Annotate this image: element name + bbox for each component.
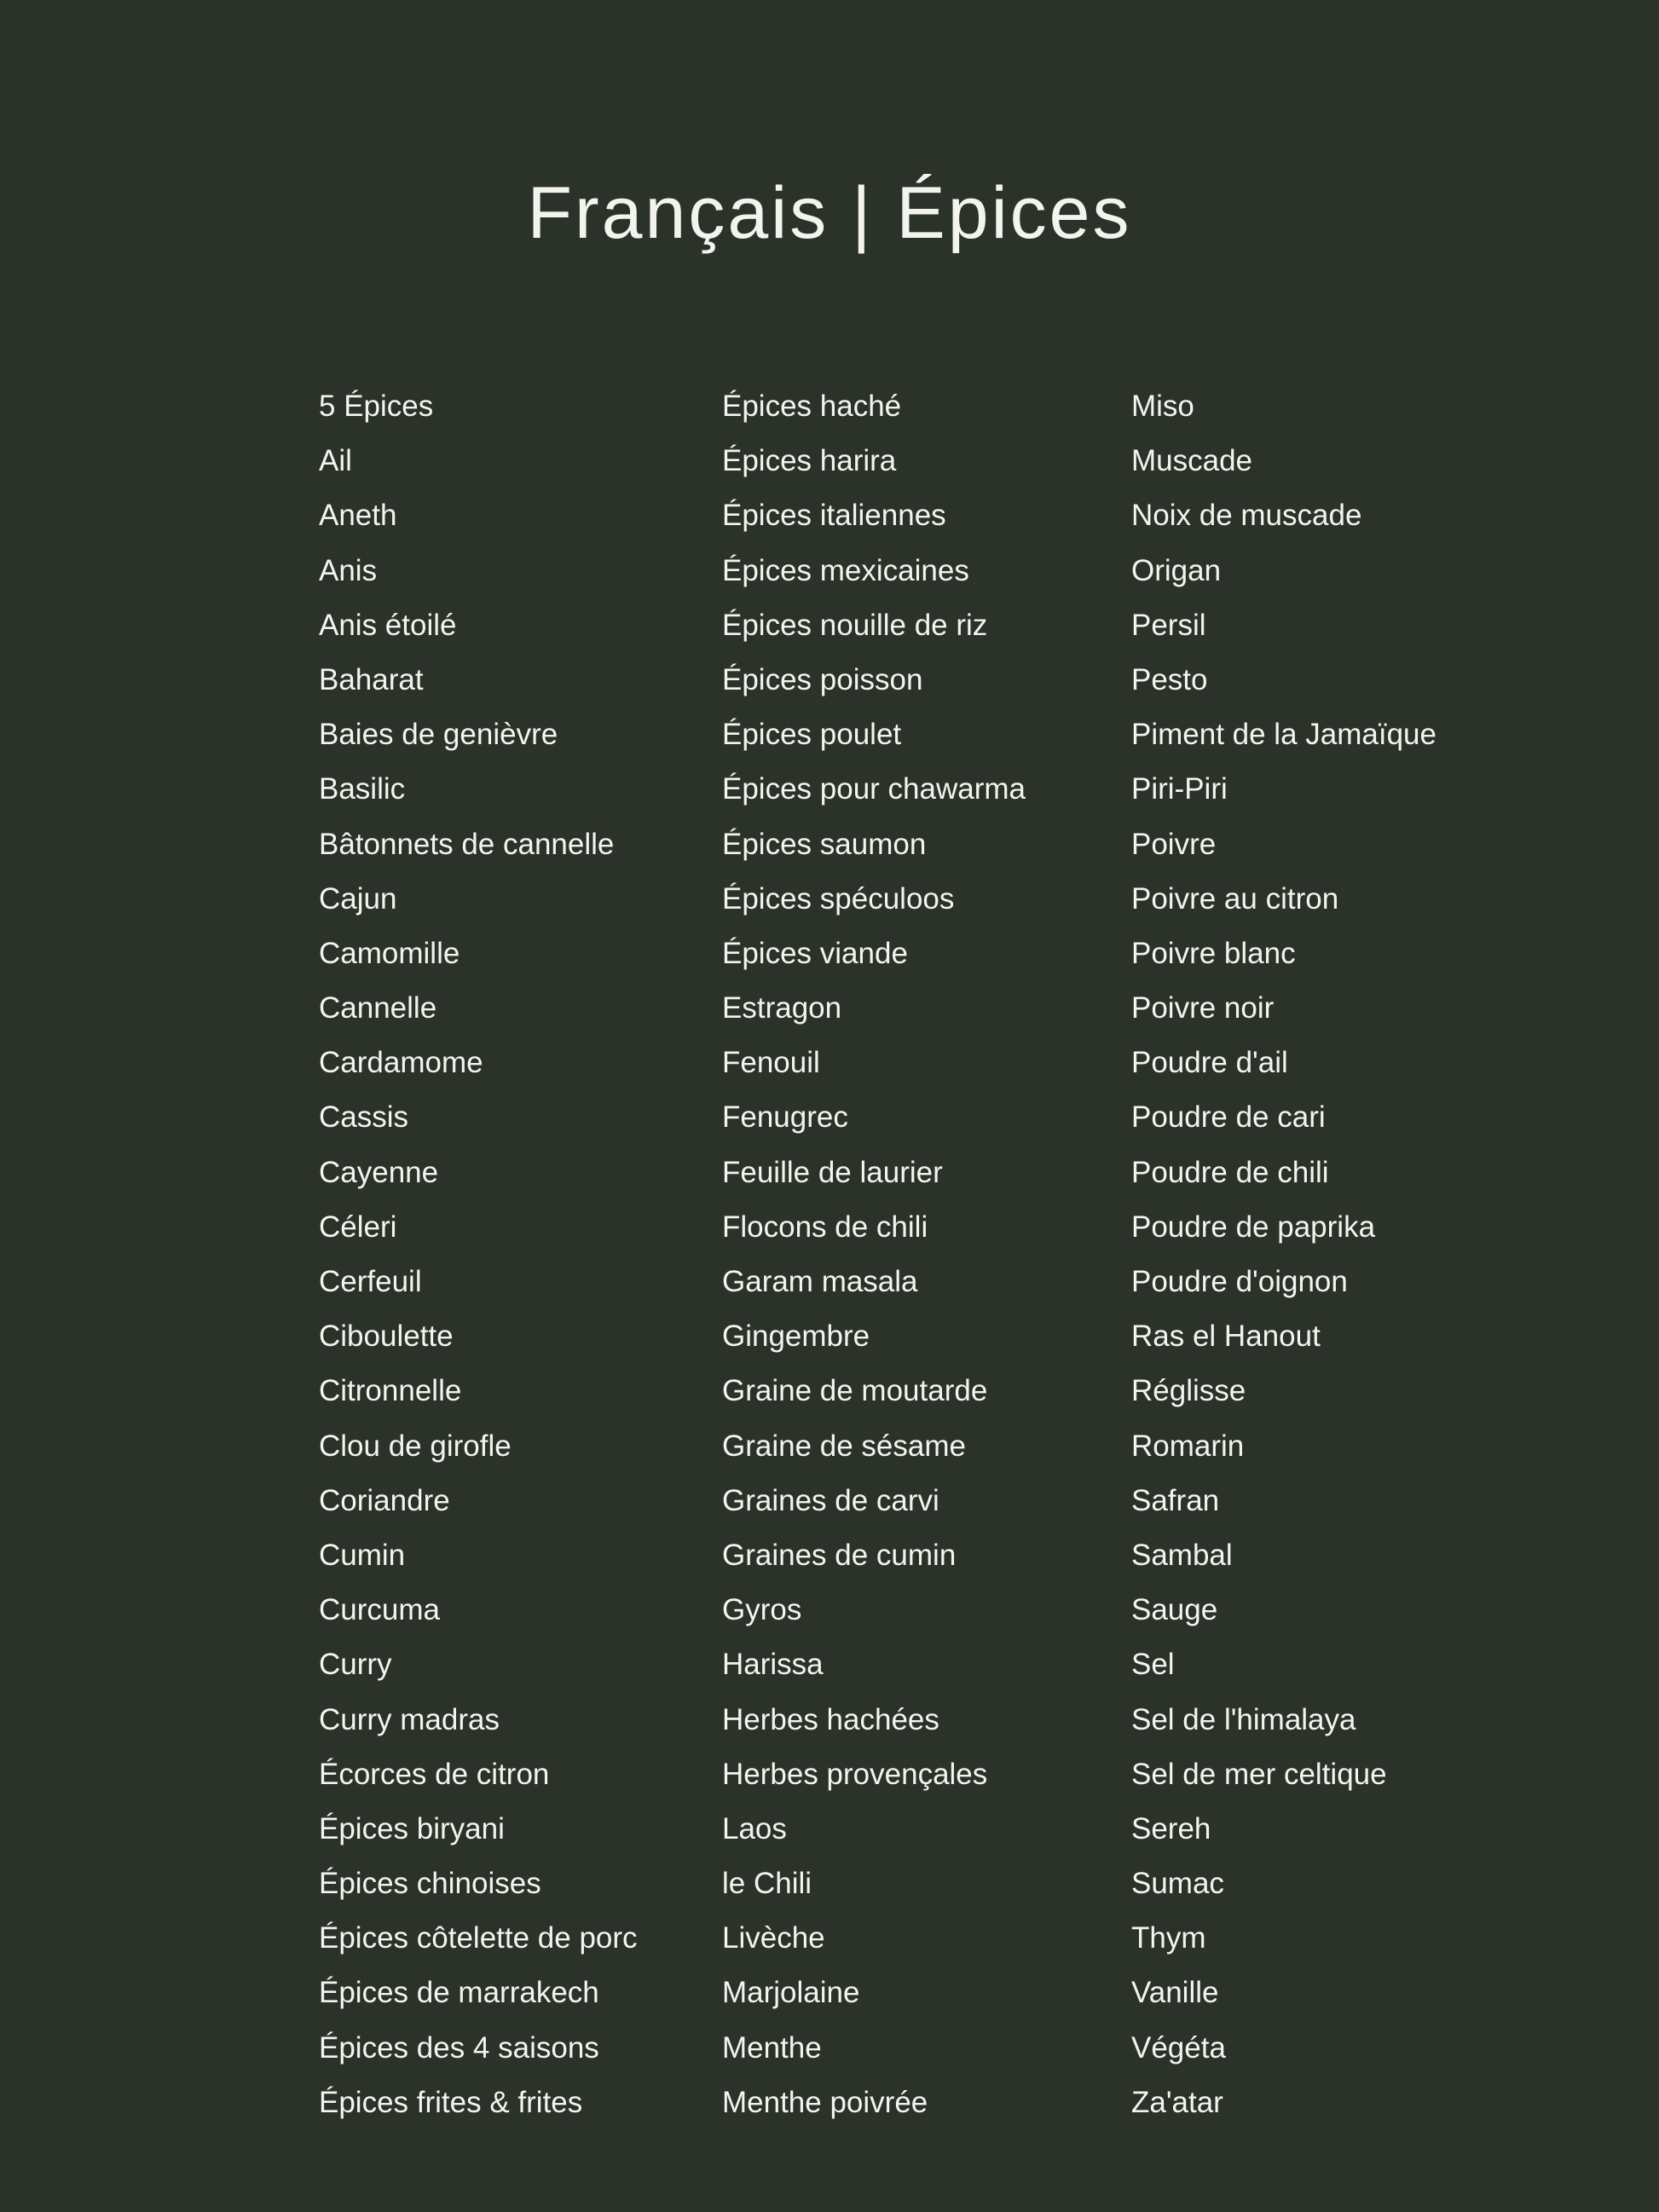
spice-item: Sel de l'himalaya: [1131, 1702, 1356, 1736]
spice-item: Gingembre: [722, 1320, 870, 1354]
spice-item: Graine de sésame: [722, 1429, 966, 1463]
spice-item: Épices mexicaines: [722, 553, 969, 587]
spice-item: Cannelle: [319, 991, 437, 1025]
spice-item: Laos: [722, 1811, 787, 1845]
spice-column-2: [722, 379, 1026, 2130]
spice-column-3: [1131, 379, 1436, 2130]
spice-item: Miso: [1131, 390, 1194, 423]
spice-item: Poudre d'oignon: [1131, 1265, 1348, 1298]
spice-item: Anis étoilé: [319, 608, 457, 642]
spice-item: Ras el Hanout: [1131, 1320, 1321, 1354]
spice-item: Romarin: [1131, 1429, 1245, 1463]
spice-item: Poudre de paprika: [1131, 1210, 1376, 1244]
spice-item: Citronnelle: [319, 1374, 462, 1408]
spice-item: Baies de genièvre: [319, 718, 558, 752]
spice-item: Sumac: [1131, 1867, 1224, 1901]
spice-item: Épices saumon: [722, 827, 927, 861]
spice-item: Bâtonnets de cannelle: [319, 827, 615, 861]
spice-item: Sauge: [1131, 1593, 1218, 1627]
spice-item: Graines de carvi: [722, 1483, 939, 1517]
spice-item: Épices des 4 saisons: [319, 2030, 599, 2065]
spice-item: Menthe: [722, 2030, 822, 2065]
spice-item: Cardamome: [319, 1046, 483, 1080]
spice-item: Épices poisson: [722, 662, 923, 696]
spice-item: Fenugrec: [722, 1100, 848, 1135]
spice-item: Anis: [319, 553, 378, 587]
spice-item: Poivre blanc: [1131, 936, 1296, 970]
spice-item: Cajun: [319, 881, 397, 915]
spice-item: Estragon: [722, 991, 842, 1025]
spice-item: Cayenne: [319, 1155, 439, 1189]
spice-item: Thym: [1131, 1921, 1206, 1955]
spice-item: Clou de girofle: [319, 1429, 512, 1463]
spice-item: Coriandre: [319, 1483, 450, 1517]
spice-item: Épices nouille de riz: [722, 608, 988, 642]
spice-item: Flocons de chili: [722, 1210, 928, 1244]
spice-item: Graine de moutarde: [722, 1374, 988, 1408]
spice-item: Camomille: [319, 936, 460, 970]
spice-item: Noix de muscade: [1131, 499, 1362, 533]
spice-item: Curcuma: [319, 1593, 440, 1627]
spice-item: Cassis: [319, 1100, 409, 1135]
spice-item: Écorces de citron: [319, 1757, 550, 1791]
spice-item: Épices biryani: [319, 1811, 505, 1845]
spice-item: Poudre de cari: [1131, 1100, 1326, 1135]
spice-item: Garam masala: [722, 1265, 918, 1298]
page-title: Français | Épices: [527, 172, 1132, 254]
spice-item: Graines de cumin: [722, 1538, 957, 1572]
spice-item: Épices frites & frites: [319, 2085, 583, 2119]
spice-item: Baharat: [319, 662, 424, 696]
spice-item: Za'atar: [1131, 2085, 1223, 2119]
spice-item: Livèche: [722, 1921, 825, 1955]
spice-item: Origan: [1131, 553, 1222, 587]
spice-item: Menthe poivrée: [722, 2085, 928, 2119]
spice-item: Vanille: [1131, 1976, 1219, 2010]
spice-item: Harissa: [722, 1648, 824, 1682]
spice-item: Ciboulette: [319, 1320, 454, 1354]
spice-item: Poivre: [1131, 827, 1217, 861]
spice-item: Persil: [1131, 608, 1206, 642]
spice-item: Muscade: [1131, 444, 1253, 478]
spice-item: Pesto: [1131, 662, 1208, 696]
spice-item: Végéta: [1131, 2030, 1226, 2065]
spice-item: Sambal: [1131, 1538, 1233, 1572]
spice-item: Épices de marrakech: [319, 1976, 599, 2010]
spice-item: Réglisse: [1131, 1374, 1246, 1408]
spice-item: Sel: [1131, 1648, 1175, 1682]
spice-item: Aneth: [319, 499, 397, 533]
spice-item: Poivre au citron: [1131, 881, 1339, 915]
spice-item: Feuille de laurier: [722, 1155, 943, 1189]
spice-item: Curry: [319, 1648, 392, 1682]
spice-item: Épices poulet: [722, 718, 902, 752]
spice-item: Poivre noir: [1131, 991, 1275, 1025]
spice-item: Sereh: [1131, 1811, 1211, 1845]
spice-item: 5 Épices: [319, 390, 434, 423]
spice-item: Épices spéculoos: [722, 881, 955, 915]
spice-item: Piri-Piri: [1131, 772, 1228, 806]
spice-item: Épices haché: [722, 390, 902, 423]
spice-item: Épices côtelette de porc: [319, 1921, 638, 1955]
spice-item: Safran: [1131, 1483, 1220, 1517]
spice-item: Fenouil: [722, 1046, 820, 1080]
spice-item: Herbes hachées: [722, 1702, 939, 1736]
spice-item: Épices italiennes: [722, 499, 946, 533]
spice-item: Piment de la Jamaïque: [1131, 718, 1436, 752]
spice-item: Cerfeuil: [319, 1265, 422, 1298]
spice-item: Poudre d'ail: [1131, 1046, 1288, 1080]
spice-item: Céleri: [319, 1210, 397, 1244]
spice-item: Herbes provençales: [722, 1757, 988, 1791]
spice-item: Ail: [319, 444, 352, 478]
spice-item: Poudre de chili: [1131, 1155, 1329, 1189]
spice-item: Épices viande: [722, 936, 908, 970]
spice-item: le Chili: [722, 1867, 812, 1901]
spice-column-1: [319, 379, 638, 2130]
spice-item: Épices chinoises: [319, 1867, 541, 1901]
spice-item: Cumin: [319, 1538, 406, 1572]
spice-item: Basilic: [319, 772, 406, 806]
spice-item: Gyros: [722, 1593, 802, 1627]
spice-item: Marjolaine: [722, 1976, 860, 2010]
spice-item: Épices pour chawarma: [722, 772, 1026, 806]
spice-item: Sel de mer celtique: [1131, 1757, 1387, 1791]
spice-item: Curry madras: [319, 1702, 500, 1736]
spice-item: Épices harira: [722, 444, 897, 478]
